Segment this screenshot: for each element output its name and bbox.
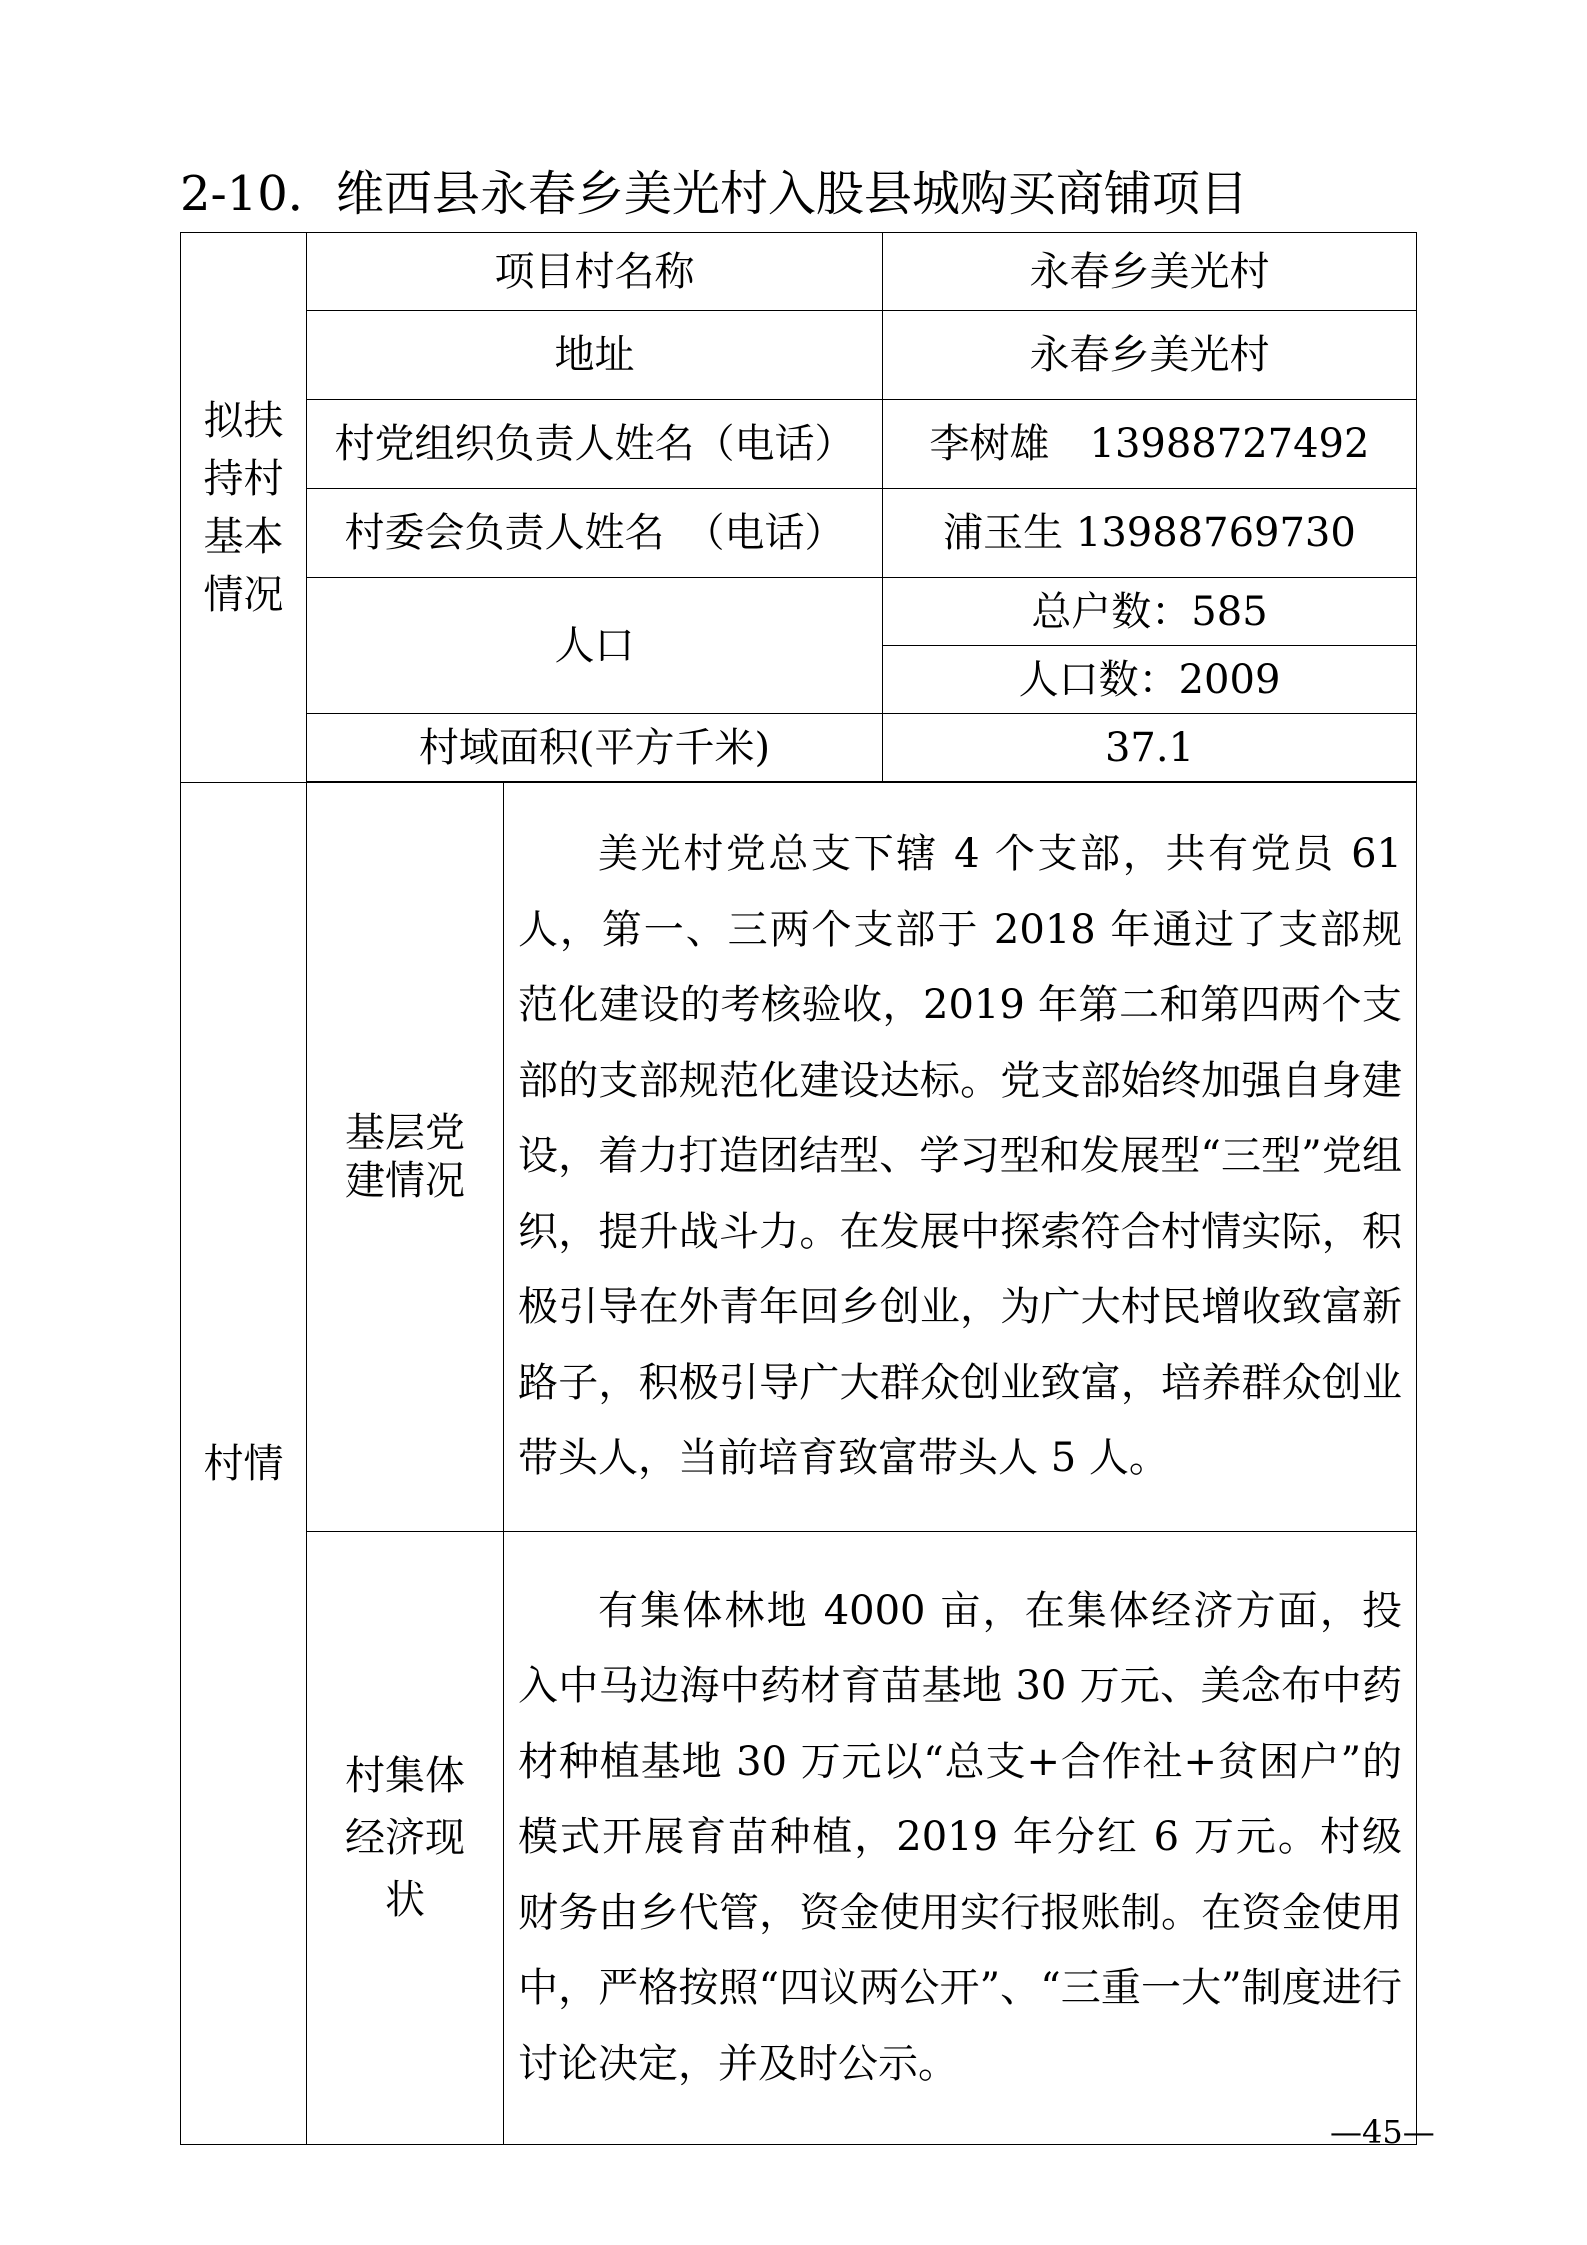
committee-leader-label: 村委会负责人姓名 （电话） bbox=[307, 489, 883, 578]
party-building-text-cell bbox=[504, 783, 1417, 1532]
village-info-table bbox=[180, 232, 1417, 2145]
party-building-label bbox=[307, 783, 504, 1532]
basic-info-group-label bbox=[181, 233, 307, 783]
people-value: 人口数：2009 bbox=[883, 646, 1417, 714]
village-name-value: 永春乡美光村 bbox=[883, 233, 1417, 311]
table-row bbox=[181, 1532, 1417, 2145]
table-row bbox=[181, 489, 1417, 578]
page-number: —45— bbox=[1330, 2113, 1435, 2151]
households-value: 总户数：585 bbox=[883, 578, 1417, 646]
table-row bbox=[181, 783, 1417, 1532]
table-row bbox=[181, 578, 1417, 646]
area-label: 村域面积(平方千米) bbox=[307, 714, 883, 782]
basic-info-group-text: 拟扶持村基本情况 bbox=[203, 397, 284, 618]
address-value: 永春乡美光村 bbox=[883, 311, 1417, 400]
population-label: 人口 bbox=[307, 578, 883, 714]
table-row bbox=[181, 400, 1417, 489]
committee-leader-value: 浦玉生 13988769730 bbox=[883, 489, 1417, 578]
party-building-text: 美光村党总支下辖 4 个支部，共有党员 61 人，第一、三两个支部于 2018 年通过了支部规范化建设的考核验收，2019 年第二和第四两个支部的支部规范化建设达标。党支部始终加强自身建设，着力打造团结型、学习型和发展型“三型”党组织，提升战斗力。在发展中探索符合村情实际，积极引导在外青年回乡创业，为广大村民增收致富新路子，积极引导广大群众创业致富，培养群众创业带头人，当前培育致富带头人 5 人。 bbox=[518, 831, 1402, 1482]
collective-economy-label-text: 村集体经济现状 bbox=[345, 1753, 465, 1923]
document-title: 2-10．维西县永春乡美光村入股县城购买商铺项目 bbox=[180, 166, 1248, 222]
collective-economy-label bbox=[307, 1532, 504, 2145]
table-row bbox=[181, 311, 1417, 400]
collective-economy-text: 有集体林地 4000 亩，在集体经济方面，投入中马边海中药材育苗基地 30 万元、美念布中药材种植基地 30 万元以“总支+合作社+贫困户”的模式开展育苗种植，2019 年分红 6 万元。村级财务由乡代管，资金使用实行报账制。在资金使用中，严格按照“四议两公开”、“三重一大”制度进行讨论决定，并及时公示。 bbox=[518, 1587, 1402, 2087]
address-label: 地址 bbox=[307, 311, 883, 400]
village-info-group-label bbox=[181, 783, 307, 2145]
area-value: 37.1 bbox=[883, 714, 1417, 782]
collective-economy-text-cell bbox=[504, 1532, 1417, 2145]
village-name-label: 项目村名称 bbox=[307, 233, 883, 311]
party-leader-label: 村党组织负责人姓名（电话） bbox=[307, 400, 883, 489]
party-leader-value: 李树雄 13988727492 bbox=[883, 400, 1417, 489]
table-row bbox=[181, 233, 1417, 311]
village-info-group-text: 村情 bbox=[203, 1440, 284, 1487]
party-building-label-text: 基层党建情况 bbox=[345, 1110, 465, 1204]
table-row bbox=[181, 714, 1417, 782]
